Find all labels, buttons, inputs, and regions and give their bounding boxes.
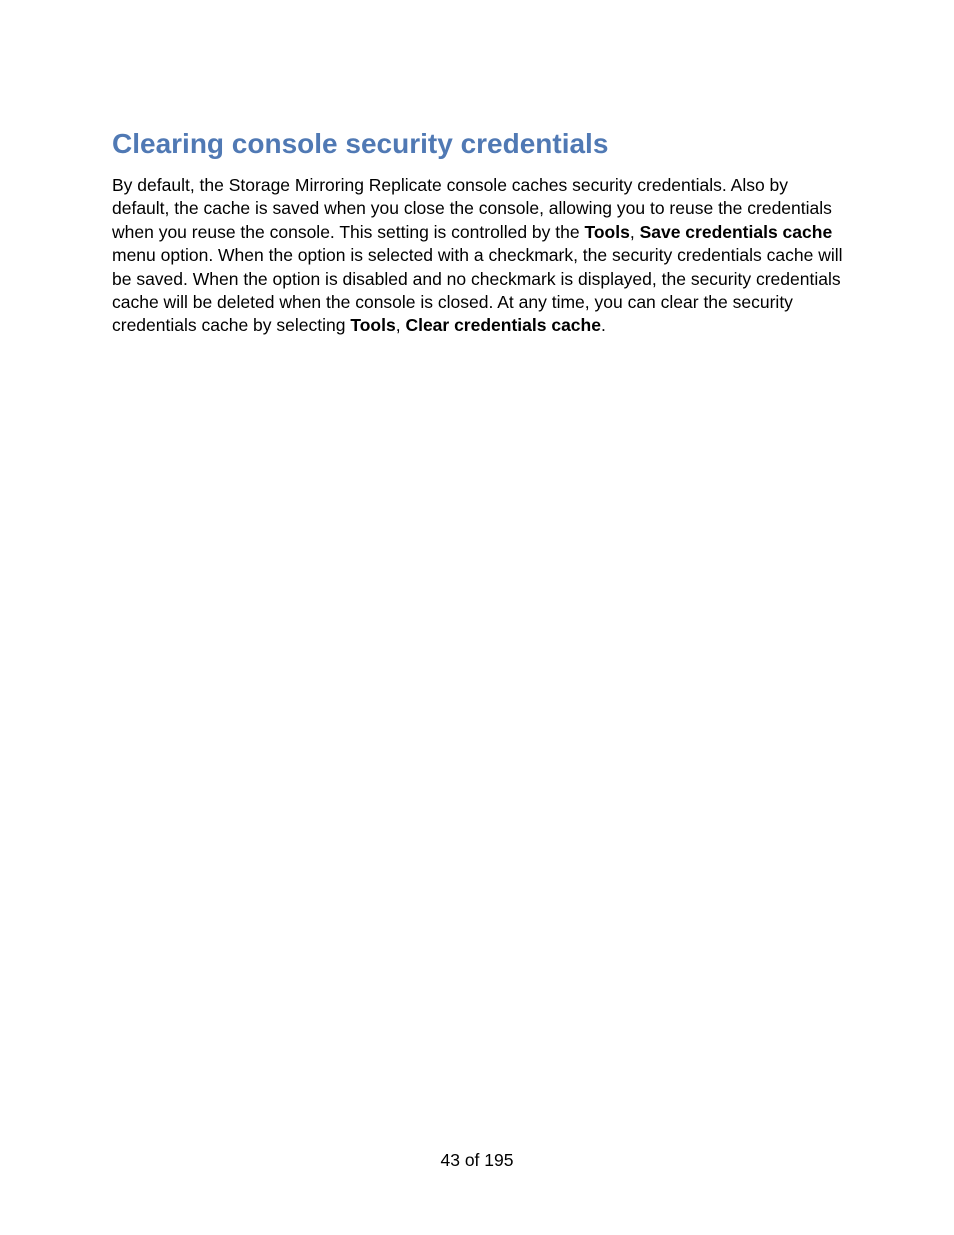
paragraph-separator-2: , — [395, 315, 406, 336]
menu-option-save-credentials-cache: Save credentials cache — [639, 221, 833, 242]
paragraph-end: . — [600, 315, 606, 336]
paragraph-text-1: By default, the Storage Mirroring Replicate console caches security credentials. Also by default, the cache is saved when you close the console, allowing you to reuse the credentials when you reuse the console. This setting is controlled by the — [112, 175, 832, 242]
menu-name-tools-2: Tools — [350, 315, 396, 336]
section-heading: Clearing console security credentials — [112, 128, 609, 159]
menu-name-tools: Tools — [584, 221, 630, 242]
paragraph-text-2: menu option. When the option is selected with a checkmark, the security credentials cache will be saved. When the option is disabled and no checkmark is displayed, the security credentials cache will be deleted when the console is closed. At any time, you can clear the security credentials cache by selecting — [112, 245, 843, 336]
page-number: 43 of 195 — [440, 1150, 514, 1170]
menu-option-clear-credentials-cache: Clear credentials cache — [405, 315, 601, 336]
body-paragraph — [112, 174, 847, 338]
paragraph-separator-1: , — [629, 221, 640, 242]
